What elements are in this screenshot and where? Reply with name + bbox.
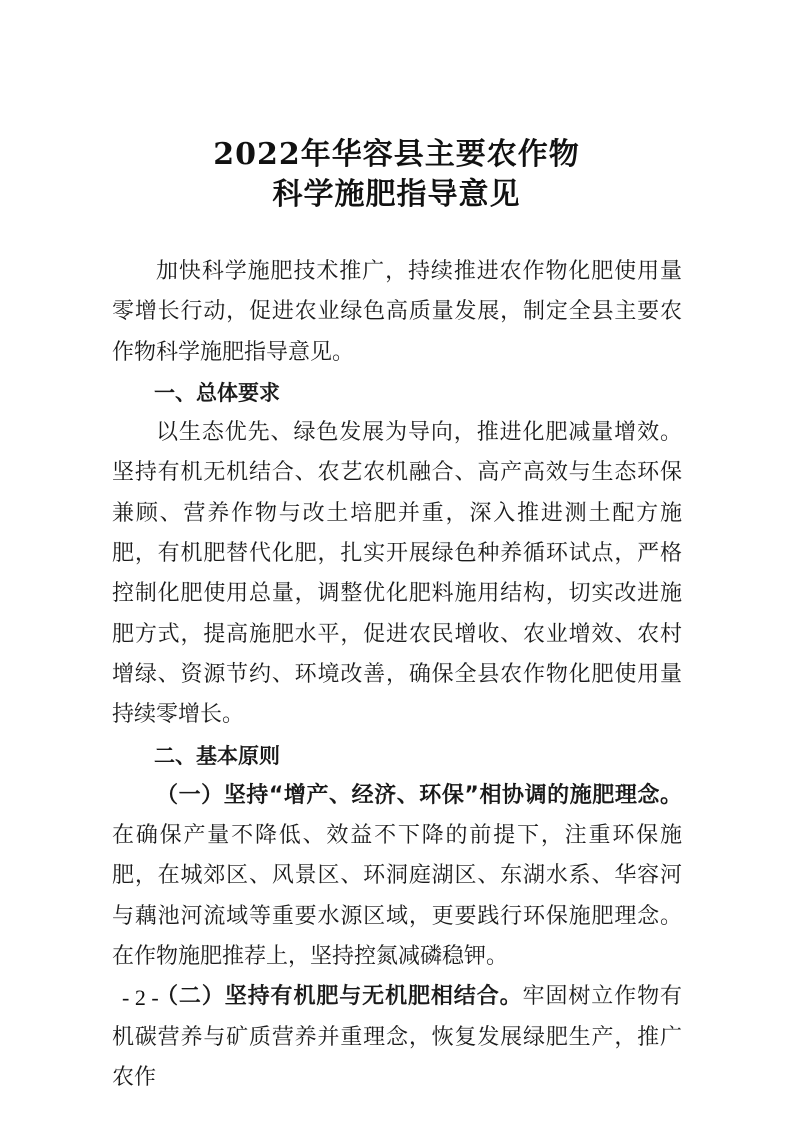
general-requirements-paragraph: 以生态优先、绿色发展为导向，推进化肥减量增效。坚持有机无机结合、农艺农机融合、高产高效与生态环保兼顾、营养作物与改土培肥并重，深入推进测土配方施肥，有机肥替代化肥，扎实开展绿色种养循环试点，严格控制化肥使用总量，调整优化肥料施用结构，切实改进施肥方式，提高施肥水平，促进农民增收、农业增效、农村增绿、资源节约、环境改善，确保全县农作物化肥使用量持续零增长。 — [112, 420, 682, 728]
document-title-line-2: 科学施肥指导意见 — [272, 177, 521, 212]
document-title-line-1: 2022年华容县主要农作物 — [213, 137, 580, 172]
intro-paragraph: 加快科学施肥技术推广，持续推进农作物化肥使用量零增长行动，促进农业绿色高质量发展，制定全县主要农作物科学施肥指导意见。 — [112, 259, 682, 365]
principle-2-lead: （二）坚持有机肥与无机肥相结合。 — [156, 984, 523, 1010]
principle-1-paragraph — [112, 776, 682, 977]
principle-1-lead: （一）坚持“增产、经济、环保”相协调的施肥理念。 — [156, 782, 682, 808]
principle-1-body: 在确保产量不降低、效益不下降的前提下，注重环保施肥，在城郊区、风景区、环洞庭湖区、东湖水系、华容河与藕池河流域等重要水源区域，更要践行环保施肥理念。在作物施肥推荐上，坚持控氮减磷稳钾。 — [112, 823, 682, 970]
document-body — [112, 252, 682, 1098]
principle-2-paragraph — [112, 977, 682, 1098]
principle-2-body: 牢固树立作物有机碳营养与矿质营养并重理念，恢复发展绿肥生产，推广农作 — [112, 984, 682, 1090]
section-heading-general-requirements: 一、总体要求 — [154, 380, 280, 405]
section-heading-basic-principles: 二、基本原则 — [154, 743, 280, 768]
page-number: - 2 - — [122, 985, 159, 1010]
